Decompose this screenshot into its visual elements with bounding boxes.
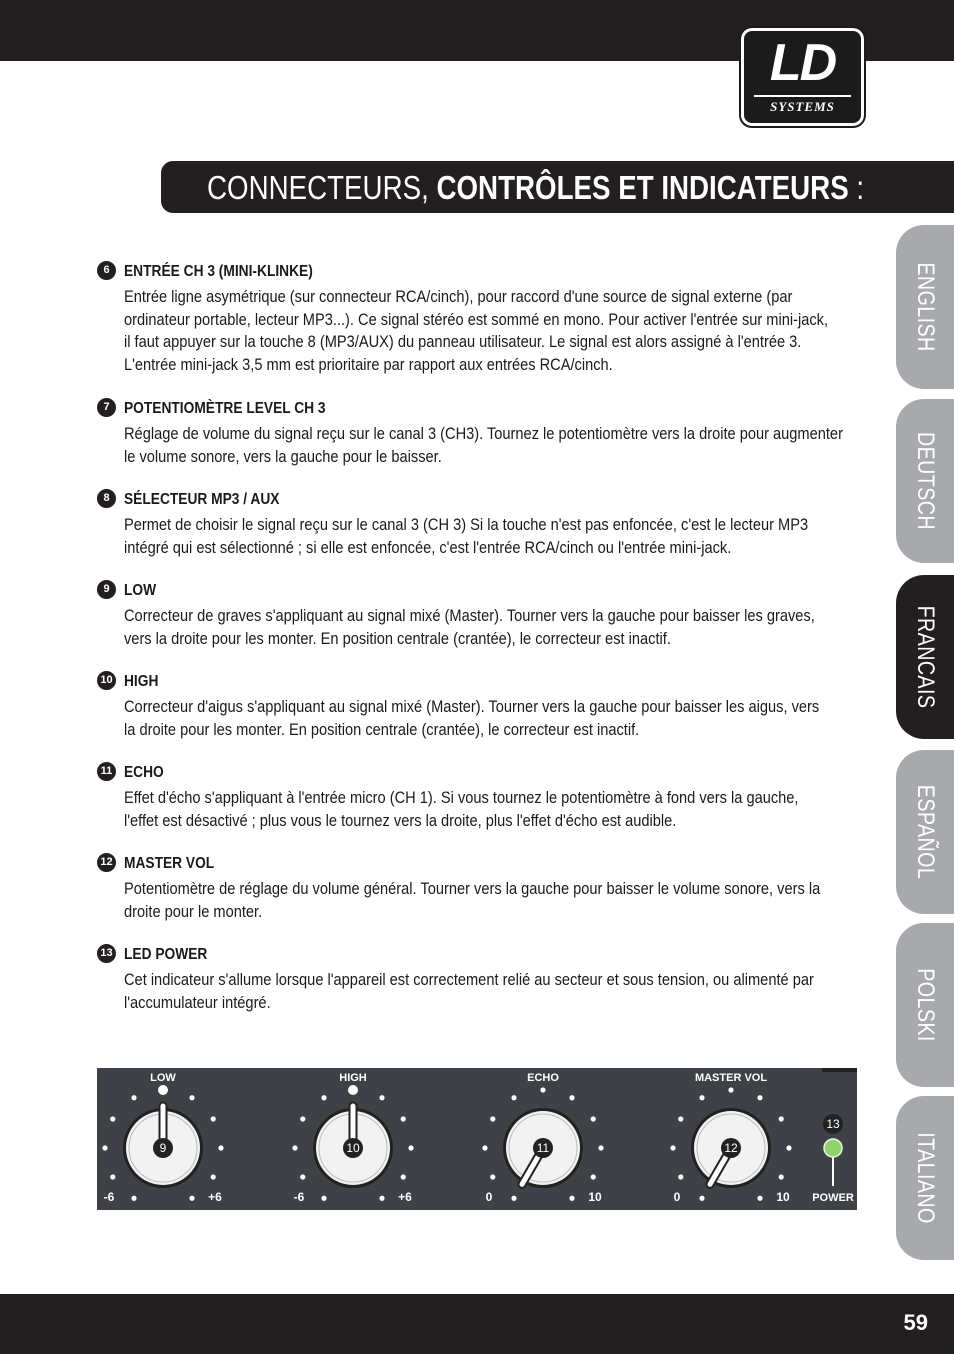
item-number-badge: 6: [97, 261, 116, 280]
scale-dot: [678, 1174, 683, 1179]
knob-label: ECHO: [527, 1072, 559, 1084]
tab-label: DEUTSCH: [912, 431, 939, 531]
scale-dot: [482, 1145, 487, 1150]
scale-dot: [321, 1196, 326, 1201]
description-line: la droite pour les monter. En position centrale (crantée), le correcteur est inactif.: [124, 719, 640, 739]
scale-dot: [348, 1085, 358, 1095]
panel-bezel: [822, 1068, 857, 1072]
section-title: [207, 168, 864, 208]
scale-dot: [131, 1196, 136, 1201]
item-description: [124, 969, 859, 1014]
knob-number: 12: [724, 1141, 738, 1155]
scale-dot: [379, 1196, 384, 1201]
description-line: ordinateur portable, lecteur MP3...). Ce signal stéréo est sommé en mono. Pour activer l'entrée sur mini-jack,: [124, 309, 829, 329]
description-line: droite pour le monter.: [124, 901, 263, 921]
scale-dot: [321, 1095, 326, 1100]
item-title: ENTRÉE CH 3 (MINI-KLINKE): [124, 263, 313, 280]
knob-label: HIGH: [339, 1072, 367, 1084]
description-line: il faut appuyer sur la touche 8 (MP3/AUX) du panneau utilisateur. Le signal est alors assigné à l'entrée 3.: [124, 332, 802, 352]
item-number-badge: 12: [97, 853, 116, 872]
description-line: Correcteur de graves s'appliquant au signal mixé (Master). Tourner vers la gauche pour baisser les graves,: [124, 606, 815, 625]
tab-label: ESPAÑOL: [912, 784, 939, 880]
scale-dot: [189, 1095, 194, 1100]
item-description: [124, 878, 859, 923]
tab-deutsch[interactable]: [896, 399, 954, 563]
scale-dot: [511, 1196, 516, 1201]
scale-dot: [401, 1174, 406, 1179]
tab-label: FRANCAIS: [912, 605, 939, 709]
description-line: Réglage de volume du signal reçu sur le canal 3 (CH3). Tournez le potentiomètre vers la droite pour augmenter: [124, 424, 843, 443]
scale-dot: [678, 1116, 683, 1121]
ld-systems-logo: [741, 28, 864, 126]
scale-dot: [569, 1196, 574, 1201]
description-line: Cet indicateur s'allume lorsque l'appareil est correctement relié au secteur et sous tension, ou alimenté par: [124, 970, 814, 989]
scale-dot: [379, 1095, 384, 1100]
scale-dot: [540, 1087, 545, 1092]
scale-dot: [598, 1145, 603, 1150]
scale-dot: [408, 1145, 413, 1150]
description-line: L'entrée mini-jack 3,5 mm est prioritaire par rapport aux entrées RCA/cinch.: [124, 355, 613, 375]
item-description: [124, 605, 859, 650]
scale-dot: [158, 1085, 168, 1095]
description-line: Potentiomètre de réglage du volume général. Tourner vers la gauche pour baisser le volume sonore, vers la: [124, 879, 821, 898]
scale-dot: [757, 1095, 762, 1100]
control-panel-svg: [97, 1068, 857, 1210]
tab-español[interactable]: [896, 750, 954, 914]
led-number: 13: [826, 1117, 840, 1131]
scale-dot: [728, 1087, 733, 1092]
knob-number: 11: [536, 1141, 550, 1155]
scale-dot: [110, 1116, 115, 1121]
item-number-badge: 8: [97, 489, 116, 508]
tab-polski[interactable]: [896, 923, 954, 1087]
description-line: l'accumulateur intégré.: [124, 992, 271, 1012]
scale-dot: [218, 1145, 223, 1150]
knob-max-label: 10: [776, 1190, 790, 1204]
section-title-bar: [161, 161, 954, 213]
scale-dot: [300, 1116, 305, 1121]
item-description: [124, 514, 859, 559]
scale-dot: [490, 1174, 495, 1179]
item-description: [124, 286, 859, 377]
knob-min-label: 0: [485, 1190, 493, 1204]
knob-number: 10: [346, 1141, 360, 1155]
scale-dot: [300, 1174, 305, 1179]
item-description: [124, 423, 859, 468]
control-panel-illustration: [97, 1068, 857, 1210]
knob-min-label: 0: [673, 1190, 681, 1204]
description-line: Correcteur d'aigus s'appliquant au signal mixé (Master). Tourner vers la gauche pour baisser les aigus, vers: [124, 697, 820, 716]
tab-francais[interactable]: [896, 575, 954, 739]
scale-dot: [211, 1116, 216, 1121]
scale-dot: [699, 1196, 704, 1201]
logo-sub-text: SYSTEMS: [770, 99, 835, 114]
item-number-badge: 11: [97, 762, 116, 781]
title-light: CONNECTEURS,: [207, 169, 437, 206]
item-title: ECHO: [124, 764, 164, 781]
scale-dot: [211, 1174, 216, 1179]
scale-dot: [110, 1174, 115, 1179]
knob-min-label: -6: [103, 1190, 115, 1204]
title-end: :: [848, 169, 865, 206]
item-title: SÉLECTEUR MP3 / AUX: [124, 491, 280, 508]
description-line: le volume sonore, vers la gauche pour le baisser.: [124, 446, 442, 466]
page-number: 59: [903, 1310, 928, 1335]
bottom-bar: [0, 1294, 954, 1354]
title-bold: CONTRÔLES ET INDICATEURS: [436, 169, 849, 206]
scale-dot: [131, 1095, 136, 1100]
item-title: POTENTIOMÈTRE LEVEL CH 3: [124, 400, 326, 417]
logo-divider: [754, 95, 851, 97]
knob-label: MASTER VOL: [694, 1072, 768, 1084]
knob-number: 9: [159, 1141, 167, 1155]
scale-dot: [670, 1145, 675, 1150]
knob-max-label: +6: [208, 1190, 222, 1204]
item-description: [124, 696, 859, 741]
item-title: HIGH: [124, 673, 159, 690]
tab-label: ENGLISH: [912, 262, 939, 352]
item-description: [124, 787, 859, 832]
knob-label: LOW: [150, 1072, 176, 1084]
logo-main-text: LD: [769, 34, 836, 92]
scale-dot: [490, 1116, 495, 1121]
knob-max-label: +6: [398, 1190, 412, 1204]
tab-label: POLSKI: [912, 968, 939, 1042]
tab-italiano[interactable]: [896, 1096, 954, 1260]
scale-dot: [569, 1095, 574, 1100]
item-number-badge: 7: [97, 398, 116, 417]
scale-dot: [786, 1145, 791, 1150]
scale-dot: [511, 1095, 516, 1100]
scale-dot: [591, 1116, 596, 1121]
scale-dot: [189, 1196, 194, 1201]
item-title: MASTER VOL: [124, 855, 215, 872]
scale-dot: [779, 1174, 784, 1179]
scale-dot: [757, 1196, 762, 1201]
description-line: vers la droite pour les monter. En position centrale (crantée), le correcteur est inactif.: [124, 628, 671, 648]
description-line: Effet d'écho s'appliquant à l'entrée micro (CH 1). Si vous tournez le potentiomètre à fond vers la gauche,: [124, 788, 799, 807]
item-title: LED POWER: [124, 946, 208, 963]
power-led: [824, 1139, 842, 1157]
item-number-badge: 13: [97, 944, 116, 963]
description-line: Entrée ligne asymétrique (sur connecteur RCA/cinch), pour raccord d'une source de signal externe (par: [124, 287, 793, 306]
scale-dot: [401, 1116, 406, 1121]
tab-english[interactable]: [896, 225, 954, 389]
item-number-badge: 10: [97, 671, 116, 690]
description-line: intégré qui est sélectionné ; si elle est enfoncée, c'est l'entrée RCA/cinch ou l'entrée mini-jack.: [124, 537, 732, 557]
description-line: l'effet est désactivé ; plus vous le tournez vers la droite, plus l'effet d'écho est audible.: [124, 810, 677, 830]
scale-dot: [779, 1116, 784, 1121]
description-line: Permet de choisir le signal reçu sur le canal 3 (CH 3) Si la touche n'est pas enfoncée, c'est le lecteur MP3: [124, 515, 809, 534]
item-number-badge: 9: [97, 580, 116, 599]
scale-dot: [699, 1095, 704, 1100]
scale-dot: [102, 1145, 107, 1150]
scale-dot: [591, 1174, 596, 1179]
tab-label: ITALIANO: [912, 1132, 939, 1224]
knob-min-label: -6: [293, 1190, 305, 1204]
knob-max-label: 10: [588, 1190, 602, 1204]
item-title: LOW: [124, 582, 157, 599]
scale-dot: [292, 1145, 297, 1150]
power-label: POWER: [812, 1192, 854, 1204]
